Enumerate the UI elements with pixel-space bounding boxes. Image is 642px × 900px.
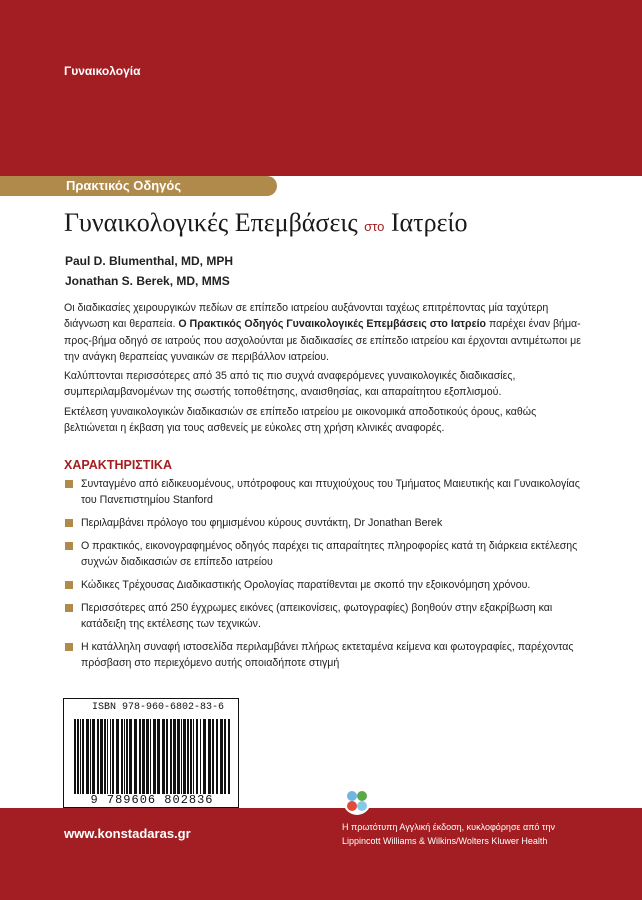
- bullet-square-icon: [65, 643, 73, 651]
- publisher-website: www.konstadaras.gr: [64, 826, 191, 841]
- feature-text: Περιλαμβάνει πρόλογο του φημισμένου κύρους συντάκτη, Dr Jonathan Berek: [81, 517, 443, 529]
- feature-item: [64, 577, 594, 593]
- author-1: Paul D. Blumenthal, MD, MPH: [65, 254, 234, 268]
- features-list: [64, 476, 594, 678]
- isbn-barcode: [63, 698, 239, 808]
- isbn-number: ISBN 978-960-6802-83-6: [92, 702, 225, 713]
- publisher-note-1: Η πρωτότυπη Αγγλική έκδοση, κυκλοφόρησε από την: [342, 822, 555, 832]
- feature-text: Η κατάλληλη συναφή ιστοσελίδα περιλαμβάνει πλήρως εκτεταμένα κείμενα και φωτογραφίες, παρέχοντας πρόσβαση στο περιεχόμενο αυτής οποιαδήποτε στιγμή: [81, 641, 574, 669]
- barcode-digits: 9 789606 802836: [90, 793, 214, 807]
- description-p1-end: παρέχει έναν βήμα-προς-βήμα οδηγό σε ιατρούς που ασχολούνται με διαδικασίες σε επίπεδο ιατρείου και έρχονται αντιμέτωποι με την ανάγκη θεραπείας γυναικών σε περιβάλλον ιατρείου.: [64, 318, 581, 364]
- publisher-note-2: Lippincott Williams & Wilkins/Wolters Kluwer Health: [342, 836, 548, 846]
- feature-text: Ο πρακτικός, εικονογραφημένος οδηγός παρέχει τις απαραίτητες πληροφορίες κατά τη διάρκεια εκτέλεσης συχνών διαδικασιών σε επίπεδο ιατρείου: [81, 540, 578, 568]
- feature-item: [64, 515, 594, 531]
- title-connector: στο: [364, 219, 385, 234]
- bullet-square-icon: [65, 604, 73, 612]
- category-label: Γυναικολογία: [64, 64, 141, 78]
- feature-text: Συνταγμένο από ειδικευομένους, υπότροφους και πτυχιούχους του Τμήματος Μαιευτικής και Γυναικολογίας του Πανεπιστημίου Stanford: [81, 478, 580, 506]
- title-part-1: Γυναικολογικές Επεμβάσεις: [64, 208, 365, 237]
- description-paragraph-3: Εκτέλεση γυναικολογικών διαδικασιών σε επίπεδο ιατρείου με οικονομικά αποδοτικούς όρους, καθώς βελτιώνεται η έκβαση για τους ασθενείς με εύκολες στη χρήση κλινικές αναφορές.: [64, 406, 537, 435]
- barcode-bars: [72, 719, 232, 794]
- feature-item: [64, 639, 594, 671]
- description-p1-bold: Ο Πρακτικός Οδηγός Γυναικολογικές Επεμβάσεις στο Ιατρείο: [178, 318, 487, 331]
- feature-item: [64, 476, 594, 508]
- book-title: [64, 208, 468, 238]
- bullet-square-icon: [65, 519, 73, 527]
- bullet-square-icon: [65, 581, 73, 589]
- bullet-square-icon: [65, 542, 73, 550]
- wolters-kluwer-logo-icon: [342, 786, 372, 816]
- description-paragraph-2: Καλύπτονται περισσότερες από 35 από τις πιο συχνά αναφερόμενες γυναικολογικές διαδικασίες, συμπεριλαμβανομένων της σωστής τοποθέτησης, αναισθησίας, και απαραίτητου εξοπλισμού.: [64, 370, 516, 399]
- description-paragraph-1: [64, 300, 584, 366]
- description-p1-start: Οι διαδικασίες χειρουργικών πεδίων σε επίπεδο ιατρείου αυξάνονται ταχέως επιτρέποντας μία ταχύτερη διάγνωση και θεραπεία.: [64, 302, 549, 331]
- features-heading: ΧΑΡΑΚΤΗΡΙΣΤΙΚΑ: [64, 458, 172, 472]
- top-banner: [0, 0, 642, 176]
- feature-item: [64, 600, 594, 632]
- feature-text: Περισσότερες από 250 έγχρωμες εικόνες (απεικονίσεις, φωτογραφίες) βοηθούν στην εξακρίβωση και κατάδειξη της εκτέλεσης των τεχνικών.: [81, 602, 553, 630]
- author-2: Jonathan S. Berek, MD, MMS: [65, 274, 230, 288]
- feature-item: [64, 538, 594, 570]
- feature-text: Κώδικες Τρέχουσας Διαδικαστικής Ορολογίας παρατίθενται με σκοπό την εξοικονόμηση χρόνου.: [81, 579, 531, 591]
- publisher-name: Wolters Kluwer: [376, 792, 484, 809]
- bullet-square-icon: [65, 480, 73, 488]
- title-part-2: Ιατρείο: [384, 208, 468, 237]
- series-label: Πρακτικός Οδηγός: [66, 178, 182, 193]
